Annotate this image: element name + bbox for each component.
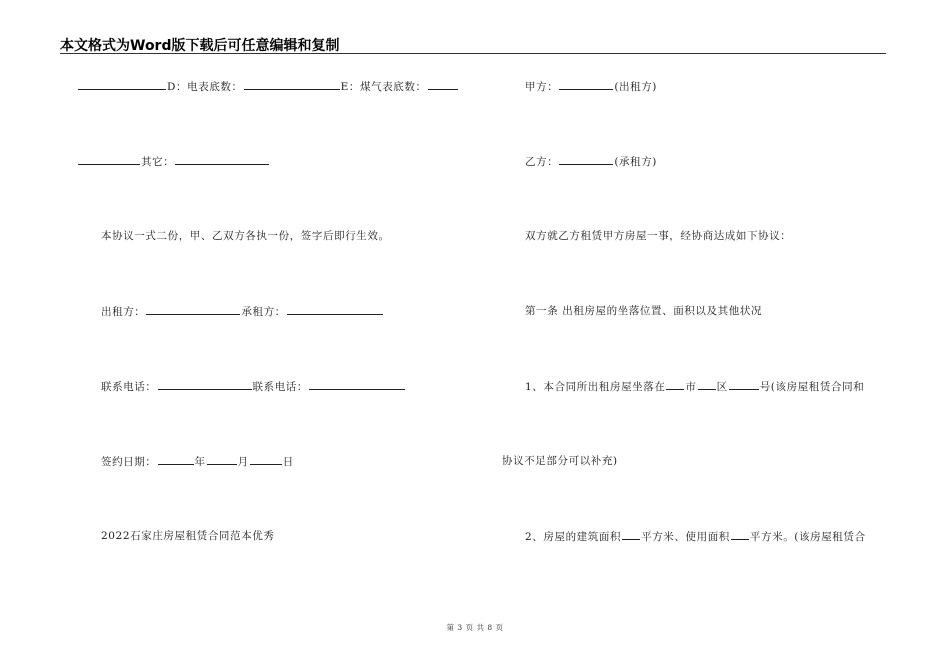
item-2-prefix: 2、房屋的建筑面积 [525, 531, 622, 543]
item-2-line [525, 529, 866, 544]
item-1-line [525, 379, 864, 394]
item-2-suffix: 平方米。(该房屋租赁合 [749, 531, 866, 543]
lessor-lessee-line [101, 304, 384, 319]
blank-field [309, 379, 405, 390]
blank-field [207, 454, 237, 465]
blank-field [559, 79, 613, 90]
phone-label: 联系电话： [101, 381, 157, 393]
header-divider [60, 53, 886, 54]
party-b-label: 乙方： [525, 156, 559, 168]
month-label: 月 [237, 456, 249, 468]
agreement-copies-text: 本协议一式二份，甲、乙双方各执一份，签字后即行生效。 [101, 230, 390, 242]
year-label: 年 [194, 456, 206, 468]
blank-field [622, 529, 640, 540]
other-label: 其它： [141, 156, 175, 168]
article-1-heading: 第一条 出租房屋的坐落位置、面积以及其他状况 [525, 305, 763, 317]
item-1-continuation: 协议不足部分可以补充) [502, 455, 618, 467]
blank-field [250, 454, 282, 465]
blank-field [158, 454, 194, 465]
phone-line [101, 379, 406, 394]
other-line [77, 154, 270, 169]
item-1-suffix: 号(该房屋租赁合同和 [759, 381, 865, 393]
blank-field [78, 154, 140, 165]
party-a-label: 甲方： [525, 81, 559, 93]
document-title: 2022石家庄房屋租赁合同范本优秀 [101, 530, 275, 542]
header-title: 本文格式为Word版下载后可任意编辑和复制 [60, 38, 340, 54]
party-a-role: (出租方) [614, 81, 658, 93]
sign-date-label: 签约日期： [101, 456, 157, 468]
phone-label: 联系电话： [252, 381, 308, 393]
city-label: 市 [685, 381, 697, 393]
blank-field [559, 154, 613, 165]
blank-field [428, 79, 458, 90]
blank-field [158, 379, 252, 390]
meter-d-label: D：电表底数： [167, 81, 243, 93]
blank-field [666, 379, 684, 390]
blank-field [287, 304, 383, 315]
page-number: 第 3 页 共 8 页 [446, 623, 504, 632]
blank-field [146, 304, 240, 315]
blank-field [731, 529, 749, 540]
district-label: 区 [716, 381, 728, 393]
blank-field [175, 154, 269, 165]
party-b-line [525, 154, 657, 169]
blank-field [729, 379, 759, 390]
party-a-line [525, 79, 657, 94]
day-label: 日 [282, 456, 294, 468]
meter-e-label: E：煤气表底数： [340, 81, 427, 93]
lessor-label: 出租方： [101, 306, 146, 318]
item-2-mid: 平方米、使用面积 [641, 531, 730, 543]
item-1-prefix: 1、本合同所出租房屋坐落在 [525, 381, 666, 393]
party-b-role: (承租方) [614, 156, 658, 168]
blank-field [244, 79, 340, 90]
intro-text: 双方就乙方租赁甲方房屋一事，经协商达成如下协议： [525, 230, 792, 242]
lessee-label: 承租方： [241, 306, 286, 318]
meter-readings-line [77, 79, 459, 94]
sign-date-line [101, 454, 294, 469]
blank-field [78, 79, 166, 90]
blank-field [698, 379, 716, 390]
